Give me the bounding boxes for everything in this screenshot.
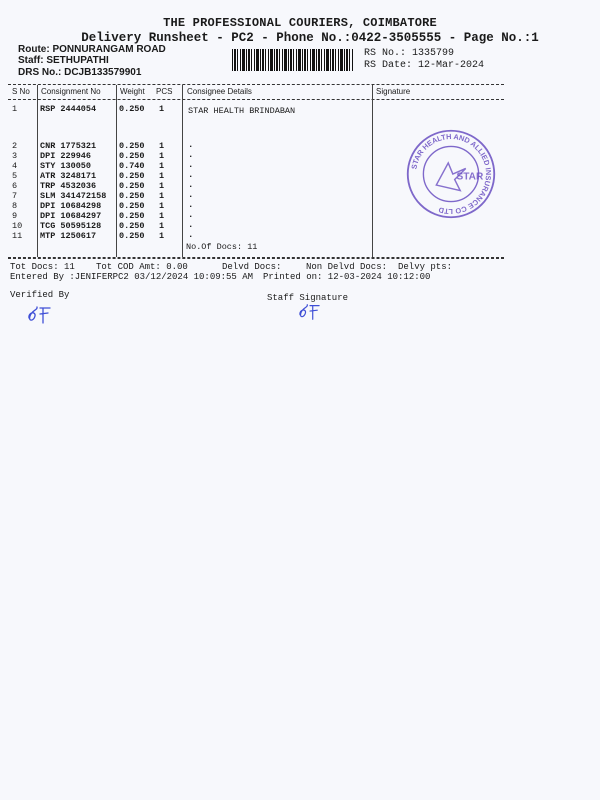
no-of-docs: No.Of Docs: 11 bbox=[186, 242, 258, 252]
total-docs: Tot Docs: 11 bbox=[10, 262, 75, 272]
table-header-border bbox=[8, 99, 504, 100]
row-details: . bbox=[188, 160, 194, 170]
row-pcs: 1 bbox=[159, 211, 165, 221]
runsheet-title: Delivery Runsheet - PC2 - Phone No.:0422-3505555 - Page No.:1 bbox=[81, 31, 539, 45]
column-divider bbox=[182, 85, 183, 257]
row-pcs: 1 bbox=[159, 151, 165, 161]
row-consignment: SLM 341472158 bbox=[40, 191, 107, 201]
row-consignment: DPI 229946 bbox=[40, 151, 92, 161]
column-divider bbox=[116, 85, 117, 257]
row-sno: 6 bbox=[12, 181, 18, 191]
row-sno: 7 bbox=[12, 191, 18, 201]
row-weight: 0.250 bbox=[119, 211, 145, 221]
row-weight: 0.250 bbox=[119, 104, 145, 114]
row-weight: 0.250 bbox=[119, 231, 145, 241]
row-consignment: DPI 10684297 bbox=[40, 211, 102, 221]
row-weight: 0.250 bbox=[119, 191, 145, 201]
row-details: . bbox=[188, 230, 194, 240]
row-sno: 9 bbox=[12, 211, 18, 221]
staff-signature bbox=[296, 302, 324, 322]
header-consignment: Consignment No bbox=[41, 87, 101, 96]
company-seal-stamp bbox=[405, 128, 497, 220]
row-sno: 5 bbox=[12, 171, 18, 181]
row-consignment: STY 130050 bbox=[40, 161, 92, 171]
entered-by: Entered By :JENIFERPC2 03/12/2024 10:09:55 AM bbox=[10, 272, 254, 282]
row-details: . bbox=[188, 190, 194, 200]
row-weight: 0.250 bbox=[119, 201, 145, 211]
printed-on: Printed on: 12-03-2024 10:12:00 bbox=[263, 272, 431, 282]
row-weight: 0.250 bbox=[119, 141, 145, 151]
row-weight: 0.250 bbox=[119, 181, 145, 191]
row-details: STAR HEALTH BRINDABAN bbox=[188, 106, 296, 116]
row-consignment: MTP 1250617 bbox=[40, 231, 97, 241]
row-details: . bbox=[188, 200, 194, 210]
barcode bbox=[232, 49, 354, 71]
header-weight: Weight bbox=[120, 87, 145, 96]
svg-text:STAR: STAR bbox=[456, 171, 484, 183]
row-consignment: RSP 2444054 bbox=[40, 104, 97, 114]
row-pcs: 1 bbox=[159, 181, 165, 191]
drs-number: DRS No.: DCJB133579901 bbox=[18, 67, 142, 78]
row-consignment: TRP 4532036 bbox=[40, 181, 97, 191]
header-sno: S No bbox=[12, 87, 30, 96]
row-sno: 4 bbox=[12, 161, 18, 171]
column-divider bbox=[372, 85, 373, 257]
company-title: THE PROFESSIONAL COURIERS, COIMBATORE bbox=[163, 16, 437, 30]
row-details: . bbox=[188, 220, 194, 230]
row-sno: 3 bbox=[12, 151, 18, 161]
header-details: Consignee Details bbox=[187, 87, 252, 96]
svg-text:STAR HEALTH AND ALLIED INSURAN: STAR HEALTH AND ALLIED INSURANCE CO LTD bbox=[409, 131, 494, 216]
row-weight: 0.250 bbox=[119, 171, 145, 181]
header-signature: Signature bbox=[376, 87, 411, 96]
verified-by-label: Verified By bbox=[10, 290, 70, 300]
row-pcs: 1 bbox=[159, 104, 165, 114]
row-weight: 0.250 bbox=[119, 221, 145, 231]
column-divider bbox=[37, 85, 38, 257]
footer-divider bbox=[8, 258, 504, 259]
row-details: . bbox=[188, 210, 194, 220]
header-pcs: PCS bbox=[156, 87, 173, 96]
row-pcs: 1 bbox=[159, 221, 165, 231]
rs-number: RS No.: 1335799 bbox=[364, 48, 455, 59]
row-details: . bbox=[188, 140, 194, 150]
row-pcs: 1 bbox=[159, 171, 165, 181]
row-pcs: 1 bbox=[159, 191, 165, 201]
delivered-docs: Delvd Docs: bbox=[222, 262, 282, 272]
row-pcs: 1 bbox=[159, 231, 165, 241]
staff-label: Staff: SETHUPATHI bbox=[18, 55, 109, 66]
total-cod-amount: Tot COD Amt: 0.00 bbox=[96, 262, 188, 272]
row-details: . bbox=[188, 150, 194, 160]
row-pcs: 1 bbox=[159, 161, 165, 171]
row-sno: 1 bbox=[12, 104, 18, 114]
row-consignment: DPI 10684298 bbox=[40, 201, 102, 211]
row-sno: 2 bbox=[12, 141, 18, 151]
row-consignment: CNR 1775321 bbox=[40, 141, 97, 151]
row-sno: 8 bbox=[12, 201, 18, 211]
rs-date: RS Date: 12-Mar-2024 bbox=[364, 60, 485, 71]
row-consignment: TCG 50595128 bbox=[40, 221, 102, 231]
verifier-signature bbox=[26, 304, 54, 326]
row-weight: 0.250 bbox=[119, 151, 145, 161]
row-details: . bbox=[188, 180, 194, 190]
staff-signature-label: Staff Signature bbox=[267, 293, 349, 303]
row-details: . bbox=[188, 170, 194, 180]
row-sno: 11 bbox=[12, 231, 23, 241]
delivery-points: Delvy pts: bbox=[398, 262, 453, 272]
table-top-border bbox=[8, 84, 504, 85]
row-consignment: ATR 3248171 bbox=[40, 171, 97, 181]
row-sno: 10 bbox=[12, 221, 23, 231]
non-delivered-docs: Non Delvd Docs: bbox=[306, 262, 388, 272]
row-pcs: 1 bbox=[159, 141, 165, 151]
row-weight: 0.740 bbox=[119, 161, 145, 171]
row-pcs: 1 bbox=[159, 201, 165, 211]
route-label: Route: PONNURANGAM ROAD bbox=[18, 44, 166, 55]
